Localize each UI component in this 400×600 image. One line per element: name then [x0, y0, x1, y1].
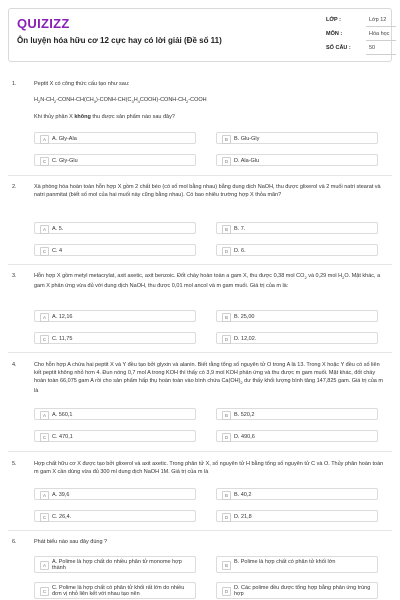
question-text: Peptit X có công thức cấu tạo như sau: [34, 81, 130, 87]
option-text: D. 21,8 [234, 513, 252, 520]
option-text: C. Gly-Glu [52, 157, 78, 164]
option-letter: D [222, 433, 231, 442]
option-letter: A [40, 411, 49, 420]
option-text: D. Các polime đều được tổng hợp bằng phản ứng trùng hợp [234, 584, 371, 597]
option-text: A. Gly-Ala [52, 135, 77, 142]
option-b[interactable] [216, 222, 378, 234]
option-c[interactable] [34, 332, 196, 344]
option-text: A. Polime là hợp chất do nhiều phân tử monome hợp thành [52, 558, 182, 571]
option-text: B. 40,2 [234, 491, 252, 498]
option-text: D. 6. [234, 247, 246, 254]
option-letter: C [40, 587, 49, 596]
option-letter: D [222, 247, 231, 256]
question-divider [8, 530, 392, 531]
option-text: A. 5. [52, 225, 64, 232]
question-number: 1. [12, 81, 17, 87]
option-letter: B [222, 411, 231, 420]
worksheet-header [8, 8, 392, 62]
option-letter: C [40, 335, 49, 344]
option-text: A. 12,16 [52, 313, 73, 320]
question-number: 2. [12, 184, 17, 190]
option-letter: D [222, 157, 231, 166]
option-letter: C [40, 157, 49, 166]
question-divider [8, 175, 392, 176]
option-c[interactable] [34, 430, 196, 442]
question-text: Hỗn hợp X gồm metyl metacrylat, axit axetic, axit benzoic. Đốt cháy hoàn toàn a gam X, thu được 0,38 mol $CO_2$ và 0,29 mol $H_2O$. Mặt khác, a gam X phản ứng vừa đủ với dung dịch NaOH, thu được 0,01 mol ancol và m gam muối. Giá trị của m là: [34, 273, 381, 290]
option-text: C. 26,4. [52, 513, 72, 520]
option-text: C. 4 [52, 247, 63, 254]
count-value: 50 [369, 45, 376, 51]
option-letter: B [222, 491, 231, 500]
option-d[interactable] [216, 430, 378, 442]
option-d[interactable] [216, 582, 378, 599]
option-b[interactable] [216, 132, 378, 144]
question-text: Xà phòng hóa hoàn toàn hỗn hợp X gồm 2 chất béo (có số mol bằng nhau) bằng dung dịch NaOH, thu được glixerol và 2 muối natri stearat và natri panmitat (biết số mol của hai muối này cũng bằng nhau). Có bao nhiêu trường hợp X thỏa mãn? [34, 184, 381, 198]
option-b[interactable] [216, 408, 378, 420]
option-letter: A [40, 225, 49, 234]
option-text: A. 39,6 [52, 491, 70, 498]
option-a[interactable] [34, 132, 196, 144]
question-formula: $H_2N-CH_2-CONH-CH(CH_3)-CONH-CH(C_3H_4COOH)-CONH-CH_2$-COOH [34, 97, 207, 105]
option-letter: C [40, 513, 49, 522]
question-text: Hợp chất hữu cơ X được tạo bởi glixerol và axit axetic. Trong phân tử X, số nguyên tử H bằng tổng số nguyên tử C và O. Thủy phân hoàn toàn m gam X cần dùng vừa đủ 300 ml dung dịch NaOH 1M. Giá trị của m là [34, 461, 384, 475]
divider [366, 54, 396, 55]
option-text: C. 470,1 [52, 433, 73, 440]
quizizz-logo: QUIZIZZ [17, 16, 70, 31]
worksheet-title: Ôn luyện hóa hữu cơ 12 cực hay có lời giải (Đề số 11) [17, 36, 222, 45]
option-letter: D [222, 513, 231, 522]
subject-value: Hóa học [369, 31, 390, 37]
option-b[interactable] [216, 310, 378, 322]
option-a[interactable] [34, 556, 196, 573]
option-text: D. 490,6 [234, 433, 255, 440]
class-value: Lớp 12 [369, 17, 387, 23]
option-d[interactable] [216, 510, 378, 522]
option-b[interactable] [216, 556, 378, 573]
option-letter: B [222, 225, 231, 234]
option-letter: A [40, 561, 49, 570]
option-a[interactable] [34, 222, 196, 234]
option-letter: A [40, 491, 49, 500]
option-text: A. 560,1 [52, 411, 73, 418]
option-text: B. 520,2 [234, 411, 255, 418]
option-letter: A [40, 313, 49, 322]
option-letter: A [40, 135, 49, 144]
question-divider [8, 451, 392, 452]
question-number: 5. [12, 461, 17, 467]
question-text: Phát biểu nào sau đây đúng ? [34, 539, 108, 545]
option-text: C. 11,75 [52, 335, 73, 342]
option-text: B. 7. [234, 225, 246, 232]
option-d[interactable] [216, 332, 378, 344]
option-text: D. 12,02. [234, 335, 257, 342]
option-text: B. Polime là hợp chất có phân tử khối lớn [234, 558, 336, 565]
option-letter: C [40, 247, 49, 256]
option-letter: D [222, 587, 231, 596]
option-c[interactable] [34, 244, 196, 256]
class-label: LỚP : [326, 17, 341, 23]
option-a[interactable] [34, 408, 196, 420]
option-letter: B [222, 561, 231, 570]
option-a[interactable] [34, 488, 196, 500]
question-divider [8, 352, 392, 353]
option-letter: D [222, 335, 231, 344]
option-text: D. Ala-Glu [234, 157, 260, 164]
divider [366, 40, 396, 41]
option-a[interactable] [34, 310, 196, 322]
question-divider [8, 264, 392, 265]
option-letter: B [222, 313, 231, 322]
question-number: 6. [12, 539, 17, 545]
option-c[interactable] [34, 510, 196, 522]
subject-label: MÔN : [326, 31, 343, 37]
option-text: B. 25,00 [234, 313, 255, 320]
option-c[interactable] [34, 582, 196, 599]
option-d[interactable] [216, 154, 378, 166]
option-letter: B [222, 135, 231, 144]
option-text: C. Polime là hợp chất có phân tử khối rất lớn do nhiều đơn vị nhỏ liên kết với nhau tạo nên [52, 584, 185, 597]
divider [366, 26, 396, 27]
question-number: 4. [12, 362, 17, 368]
option-d[interactable] [216, 244, 378, 256]
option-letter: C [40, 433, 49, 442]
option-b[interactable] [216, 488, 378, 500]
question-number: 3. [12, 273, 17, 279]
option-c[interactable] [34, 154, 196, 166]
question-text-2: Khi thủy phân X không thu được sản phẩm nào sau đây? [34, 114, 175, 120]
option-text: B. Glu-Gly [234, 135, 260, 142]
count-label: SỐ CÂU : [326, 45, 351, 51]
question-text: Cho hỗn hợp A chứa hai peptit X và Y đều tạo bởi glyxin và alanin. Biết rằng tổng số nguyên tử O trong A là 13. Trong X hoặc Y đều có số liên kết peptit không nhỏ hơn 4. Đun nóng 0,7 mol A trong KOH thì thấy có 3,9 mol KOH phản ứng và thu được m gam muối. Mặt khác, đốt cháy hoàn toàn 66,075 gam A rồi cho sản phẩm hấp thụ hoàn toàn vào bình chứa $Ca(OH)_2$ dư thấy khối lượng bình tăng 147,825 gam. Giá trị của m là [34, 362, 383, 395]
